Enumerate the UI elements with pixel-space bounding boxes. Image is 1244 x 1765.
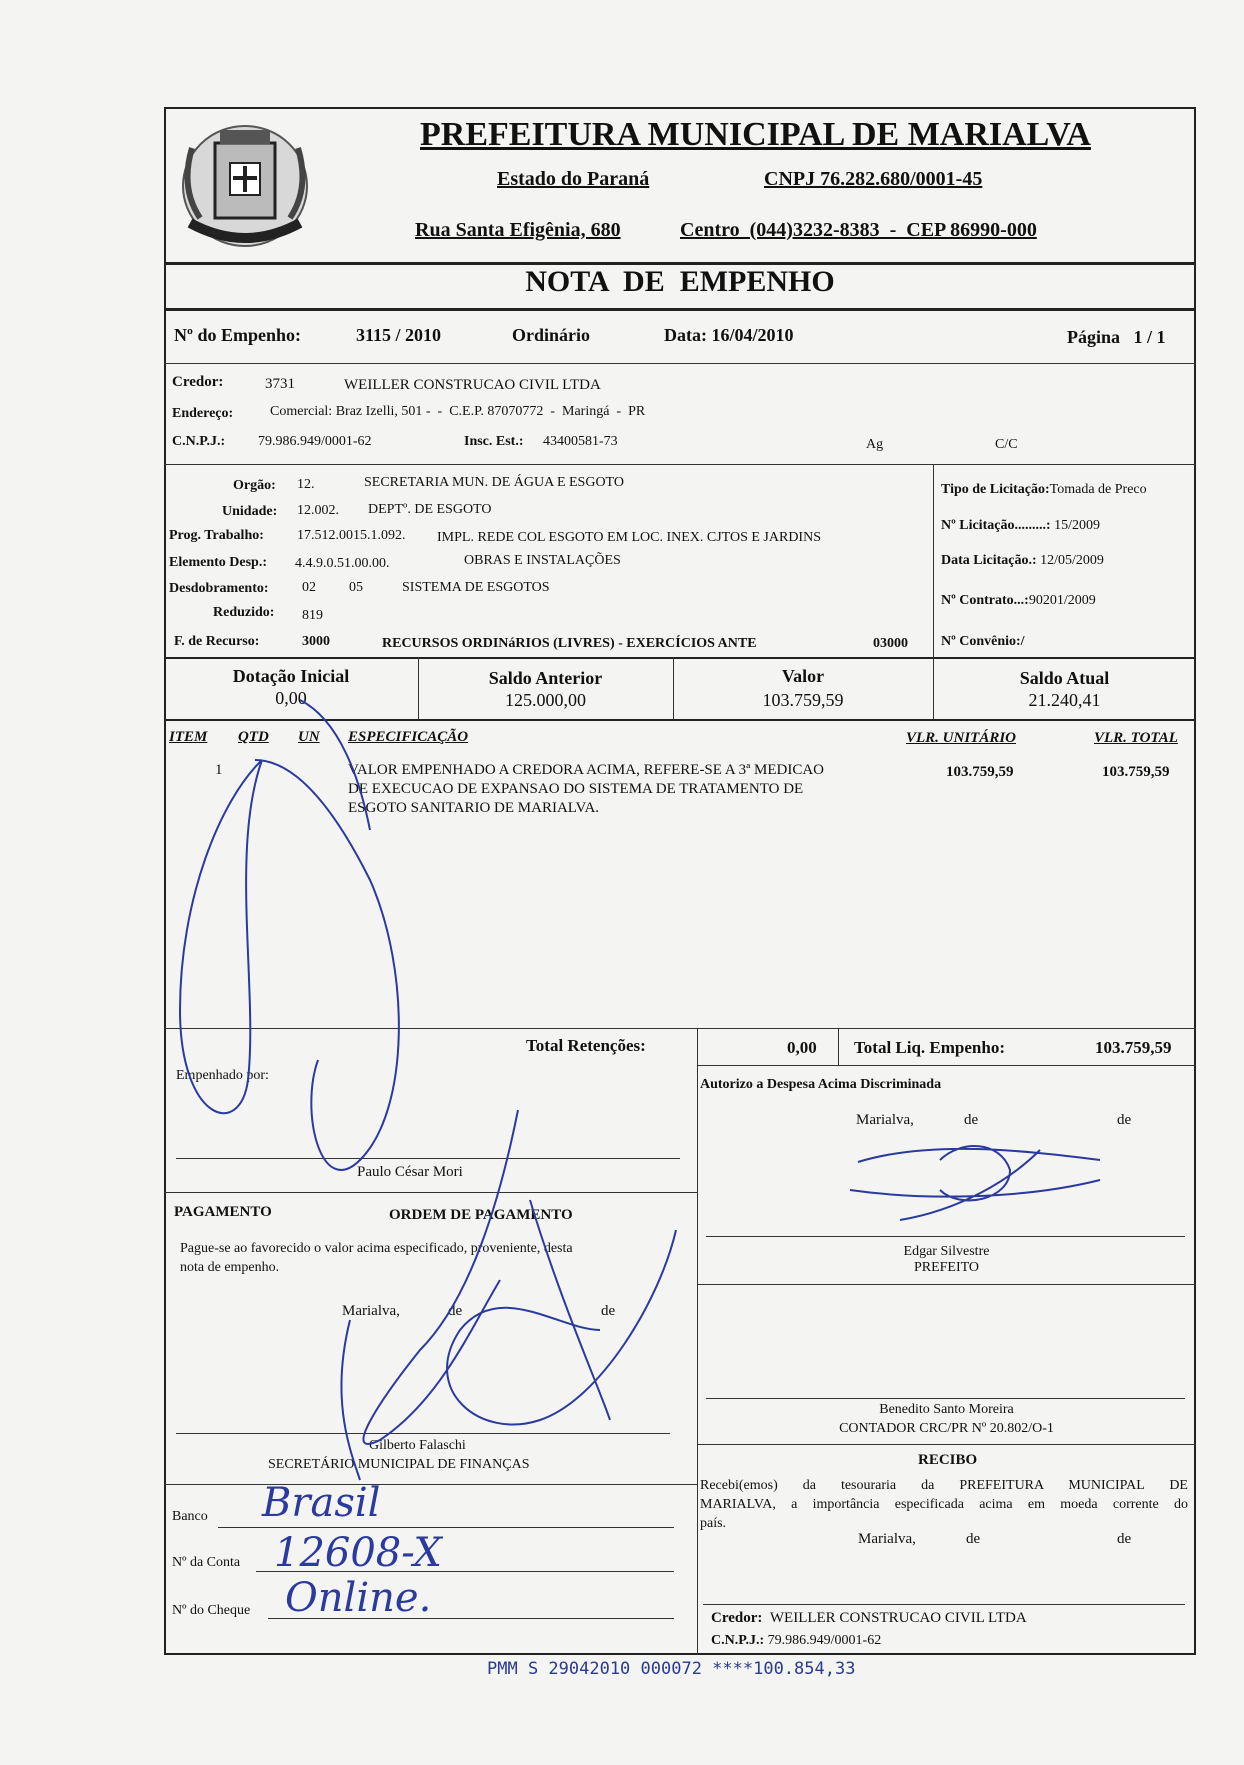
cheque-handwritten: Online. bbox=[285, 1575, 432, 1621]
elemento-label: Elemento Desp.: bbox=[169, 555, 267, 570]
orgao-name: SECRETARIA MUN. DE ÁGUA E ESGOTO bbox=[364, 475, 624, 490]
recibo-label: RECIBO bbox=[918, 1452, 978, 1468]
pagamento-text-1: Pague-se ao favorecido o valor acima especificado, proveniente, desta bbox=[180, 1241, 573, 1256]
num-convenio: Nº Convênio:/ bbox=[941, 634, 1025, 649]
insc-est-value: 43400581-73 bbox=[543, 434, 618, 449]
reduzido-label: Reduzido: bbox=[213, 605, 275, 620]
prefeito-role: PREFEITO bbox=[913, 1260, 980, 1275]
item-desc-line2: DE EXECUCAO DE EXPANSAO DO SISTEMA DE TRATAMENTO DE bbox=[348, 781, 804, 797]
empenho-number: 3115 / 2010 bbox=[356, 325, 442, 345]
endereco-value: Comercial: Braz Izelli, 501 - - C.E.P. 87070772 - Maringá - PR bbox=[270, 404, 646, 419]
recibo-text-1: Recebi(emos) da tesouraria da PREFEITURA MUNICIPAL DE bbox=[700, 1478, 1188, 1493]
address-street: Rua Santa Efigênia, 680 bbox=[415, 219, 621, 241]
prefeito-name: Edgar Silvestre bbox=[903, 1244, 990, 1259]
secretario-role: SECRETÁRIO MUNICIPAL DE FINANÇAS bbox=[268, 1457, 530, 1472]
cnpj-credor-value: 79.986.949/0001-62 bbox=[258, 434, 372, 449]
col-qtd: QTD bbox=[238, 729, 269, 745]
empenhado-name: Paulo César Mori bbox=[357, 1164, 463, 1180]
empenho-type: Ordinário bbox=[512, 325, 591, 345]
col-vlr-unitario: VLR. UNITÁRIO bbox=[906, 730, 1017, 746]
banco-label: Banco bbox=[172, 1509, 208, 1524]
recibo-cnpj: C.N.P.J.: 79.986.949/0001-62 bbox=[711, 1633, 882, 1648]
col-un: UN bbox=[298, 729, 320, 745]
total-retencoes-label: Total Retenções: bbox=[526, 1036, 646, 1055]
recibo-text-2: MARIALVA, a importância especificada acima em moeda corrente do bbox=[700, 1497, 1188, 1512]
item-unit-value: 103.759,59 bbox=[946, 764, 1014, 780]
unidade-code: 12.002. bbox=[297, 503, 339, 518]
banco-handwritten: Brasil bbox=[262, 1480, 381, 1526]
endereco-label: Endereço: bbox=[172, 406, 234, 421]
prog-code: 17.512.0015.1.092. bbox=[297, 528, 406, 543]
state-label: Estado do Paraná bbox=[497, 168, 650, 190]
dotacao-value: 0,00 bbox=[275, 688, 307, 708]
recibo-de1: de bbox=[966, 1531, 981, 1547]
dotacao-label: Dotação Inicial bbox=[232, 666, 350, 686]
secretario-name: Gilberto Falaschi bbox=[369, 1438, 466, 1453]
saldo-atual-value: 21.240,41 bbox=[1028, 690, 1101, 710]
total-liq-value: 103.759,59 bbox=[1095, 1038, 1172, 1057]
credor-code: 3731 bbox=[265, 376, 295, 392]
autorizo-place: Marialva, bbox=[856, 1112, 914, 1128]
col-especificacao: ESPECIFICAÇÃO bbox=[348, 729, 469, 745]
address-contact: Centro (044)3232-8383 - CEP 86990-000 bbox=[680, 219, 1037, 241]
item-total-value: 103.759,59 bbox=[1102, 764, 1170, 780]
pagamento-label: PAGAMENTO bbox=[174, 1204, 272, 1220]
item-desc-line3: ESGOTO SANITARIO DE MARIALVA. bbox=[348, 800, 600, 816]
conta-label: Nº da Conta bbox=[172, 1555, 241, 1570]
recurso-name: RECURSOS ORDINáRIOS (LIVRES) - EXERCÍCIOS ANTE bbox=[382, 636, 757, 651]
total-liq-label: Total Liq. Empenho: bbox=[854, 1038, 1005, 1057]
num-contrato: Nº Contrato...:90201/2009 bbox=[941, 593, 1096, 608]
cheque-label: Nº do Cheque bbox=[172, 1603, 251, 1618]
empenho-number-label: Nº do Empenho: bbox=[174, 325, 301, 345]
recibo-text-3: país. bbox=[700, 1516, 727, 1531]
coat-of-arms-icon bbox=[170, 108, 320, 258]
page-title: PREFEITURA MUNICIPAL DE MARIALVA bbox=[420, 116, 1091, 153]
credor-name: WEILLER CONSTRUCAO CIVIL LTDA bbox=[344, 377, 601, 393]
empenhado-label: Empenhado por: bbox=[176, 1068, 269, 1083]
insc-est-label: Insc. Est.: bbox=[464, 434, 524, 449]
recibo-credor: Credor: WEILLER CONSTRUCAO CIVIL LTDA bbox=[711, 1610, 1027, 1626]
pagamento-place: Marialva, bbox=[342, 1303, 400, 1319]
elemento-name: OBRAS E INSTALAÇÕES bbox=[464, 553, 621, 568]
cnpj-label: CNPJ 76.282.680/0001-45 bbox=[764, 168, 983, 190]
col-item: ITEM bbox=[169, 729, 208, 745]
unidade-label: Unidade: bbox=[222, 504, 278, 519]
contador-name: Benedito Santo Moreira bbox=[879, 1402, 1014, 1417]
recurso-code2: 03000 bbox=[873, 636, 908, 651]
recibo-de2: de bbox=[1117, 1531, 1132, 1547]
recibo-place: Marialva, bbox=[858, 1531, 916, 1547]
total-retencoes-value: 0,00 bbox=[787, 1038, 817, 1057]
elemento-code: 4.4.9.0.51.00.00. bbox=[295, 556, 390, 571]
autorizo-label: Autorizo a Despesa Acima Discriminada bbox=[700, 1077, 942, 1092]
cc-label: C/C bbox=[995, 437, 1018, 452]
saldo-atual-label: Saldo Atual bbox=[1019, 668, 1110, 688]
doc-title: NOTA DE EMPENHO bbox=[525, 265, 835, 298]
recurso-label: F. de Recurso: bbox=[174, 634, 260, 649]
pagamento-de1: de bbox=[448, 1303, 463, 1319]
contador-role: CONTADOR CRC/PR Nº 20.802/O-1 bbox=[839, 1421, 1054, 1436]
num-licitacao: Nº Licitação.........: 15/2009 bbox=[941, 518, 1100, 533]
credor-label: Credor: bbox=[172, 374, 224, 390]
autorizo-de1: de bbox=[964, 1112, 979, 1128]
reduzido-value: 819 bbox=[302, 608, 323, 623]
orgao-code: 12. bbox=[297, 477, 315, 492]
item-number: 1 bbox=[215, 762, 223, 778]
saldo-anterior-value: 125.000,00 bbox=[505, 690, 586, 710]
recurso-code: 3000 bbox=[302, 634, 330, 649]
prog-label: Prog. Trabalho: bbox=[169, 528, 264, 543]
pagamento-de2: de bbox=[601, 1303, 616, 1319]
desdobramento-name: SISTEMA DE ESGOTOS bbox=[402, 580, 550, 595]
valor-label: Valor bbox=[781, 666, 825, 686]
empenho-date: Data: 16/04/2010 bbox=[664, 325, 794, 345]
ag-label: Ag bbox=[866, 437, 884, 452]
data-licitacao: Data Licitação.: 12/05/2009 bbox=[941, 553, 1104, 568]
page-number: Página 1 / 1 bbox=[1067, 327, 1166, 347]
tipo-licitacao: Tipo de Licitação:Tomada de Preco bbox=[941, 482, 1147, 497]
saldo-anterior-label: Saldo Anterior bbox=[488, 668, 603, 688]
prog-name: IMPL. REDE COL ESGOTO EM LOC. INEX. CJTOS E JARDINS bbox=[437, 530, 821, 545]
ordem-pagamento-label: ORDEM DE PAGAMENTO bbox=[389, 1207, 573, 1223]
autorizo-de2: de bbox=[1117, 1112, 1132, 1128]
desdobramento-a: 02 bbox=[302, 580, 316, 595]
cnpj-credor-label: C.N.P.J.: bbox=[172, 434, 226, 449]
conta-handwritten: 12608-X bbox=[274, 1530, 442, 1576]
pagamento-text-2: nota de empenho. bbox=[180, 1260, 280, 1275]
item-desc-line1: VALOR EMPENHADO A CREDORA ACIMA, REFERE-SE A 3ª MEDICAO bbox=[348, 762, 825, 778]
orgao-label: Orgão: bbox=[233, 478, 276, 493]
desdobramento-label: Desdobramento: bbox=[169, 581, 269, 596]
col-vlr-total: VLR. TOTAL bbox=[1094, 730, 1178, 746]
unidade-name: DEPTº. DE ESGOTO bbox=[368, 502, 492, 517]
desdobramento-b: 05 bbox=[349, 580, 363, 595]
valor-value: 103.759,59 bbox=[762, 690, 844, 710]
payment-stamp: PMM S 29042010 000072 ****100.854,33 bbox=[487, 1659, 856, 1679]
